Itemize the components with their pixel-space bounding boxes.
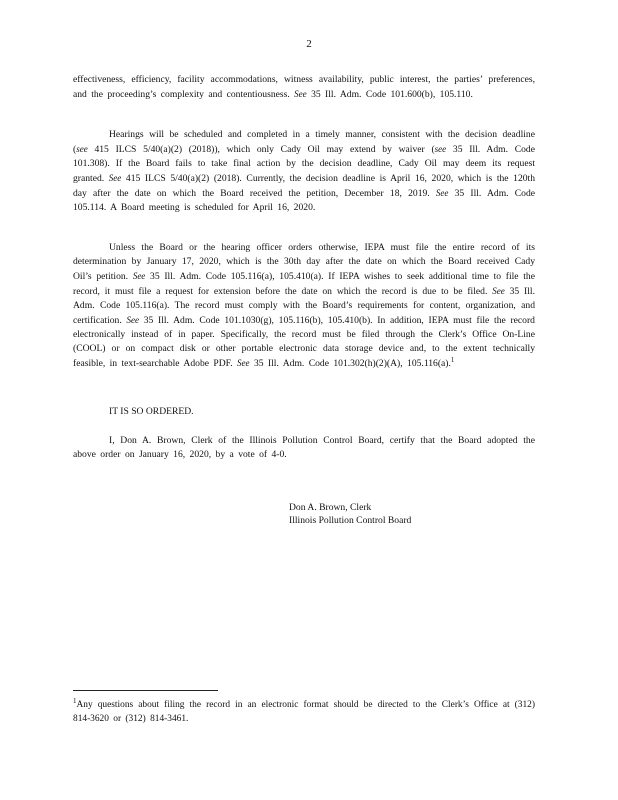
order-statement: IT IS SO ORDERED. [109,406,194,417]
footnote-number: 1 [73,696,77,705]
see-signal: See [492,286,505,296]
para2-text-2: 415 ILCS 5/40(a)(2) (2018)), which only Cady Oil may extend by waiver ( [94,144,435,155]
see-signal: See [108,173,122,183]
footnote [73,698,535,726]
page-number: 2 [306,38,312,50]
para2-text-5: 35 Ill. Adm. Code 105.114. A Board meeting is scheduled for April 16, 2020. [73,188,536,213]
para2-text-4: 415 ILCS 5/40(a)(2) (2018). Currently, the decision deadline is April 16, 2020, which is the 120th day after the date on which the Board received the petition, December 18, 2019. [73,173,536,199]
footnote-reference[interactable]: 1 [450,355,455,364]
para3-text-5: 35 Ill. Adm. Code 101.302(h)(2)(A), 105.116(a). [253,358,451,369]
see-signal: see [76,144,88,154]
see-signal: See [435,188,449,198]
paragraph-hearing-factors [73,73,535,102]
see-signal: See [132,271,146,281]
para1-text-2: 35 Ill. Adm. Code 101.600(b), 105.110. [311,89,473,100]
para1-text-1: effectiveness, efficiency, facility accommodations, witness availability, public interest, the parties’ preferences, and the proceeding’s complexity and contentiousness. [73,74,535,100]
para3-text-4: 35 Ill. Adm. Code 101.1030(g), 105.116(b), 105.410(b). In addition, IEPA must file the record electronically instead of in paper. Specifically, the record must be filed through the Clerk’s Office On-Line (COOL) or on compact disk or other portable electronic data storage device and, to the extent technically feasible, in text-searchable Adobe PDF. [73,315,535,369]
para3-text-2: 35 Ill. Adm. Code 105.116(a), 105.410(a). If IEPA wishes to seek additional time to file the record, it must file a request for extension before the date on which the record is due to be filed. [73,271,535,297]
footnote-text: Any questions about filing the record in an electronic format should be directed to the Clerk’s Office at (312) 814-3620 or (312) 814-3461. [73,700,535,724]
footnote-divider [73,690,218,691]
para2-text-1: Hearings will be scheduled and completed in a timely manner, consistent with the decision deadline ( [73,129,535,155]
see-signal: See [237,358,250,368]
paragraph-record-filing [73,241,535,371]
see-signal: See [294,89,307,99]
para3-text-3: 35 Ill. Adm. Code 105.116(a). The record must comply with the Board’s requirements for content, organization, and certification. [73,286,535,326]
signature-block [289,501,411,527]
signatory-organization: Illinois Pollution Control Board [289,515,412,526]
para2-text-3: 35 Ill. Adm. Code 101.308). If the Board fails to take final action by the decision deadline, Cady Oil may deem its request granted. [73,144,535,184]
see-signal: see [434,144,447,154]
clerk-certification: I, Don A. Brown, Clerk of the Illinois Pollution Control Board, certify that the Board adopted the above order on January 16, 2020, by a vote of 4-0. [73,435,535,460]
see-signal: See [126,315,139,325]
paragraph-hearing-schedule [73,128,535,215]
signatory-name: Don A. Brown, Clerk [289,502,372,513]
para3-text-1: Unless the Board or the hearing officer orders otherwise, IEPA must file the entire record of its determination by January 17, 2020, which is the 30th day after the date on which the Board received Cady Oil’s petition. [73,242,535,282]
